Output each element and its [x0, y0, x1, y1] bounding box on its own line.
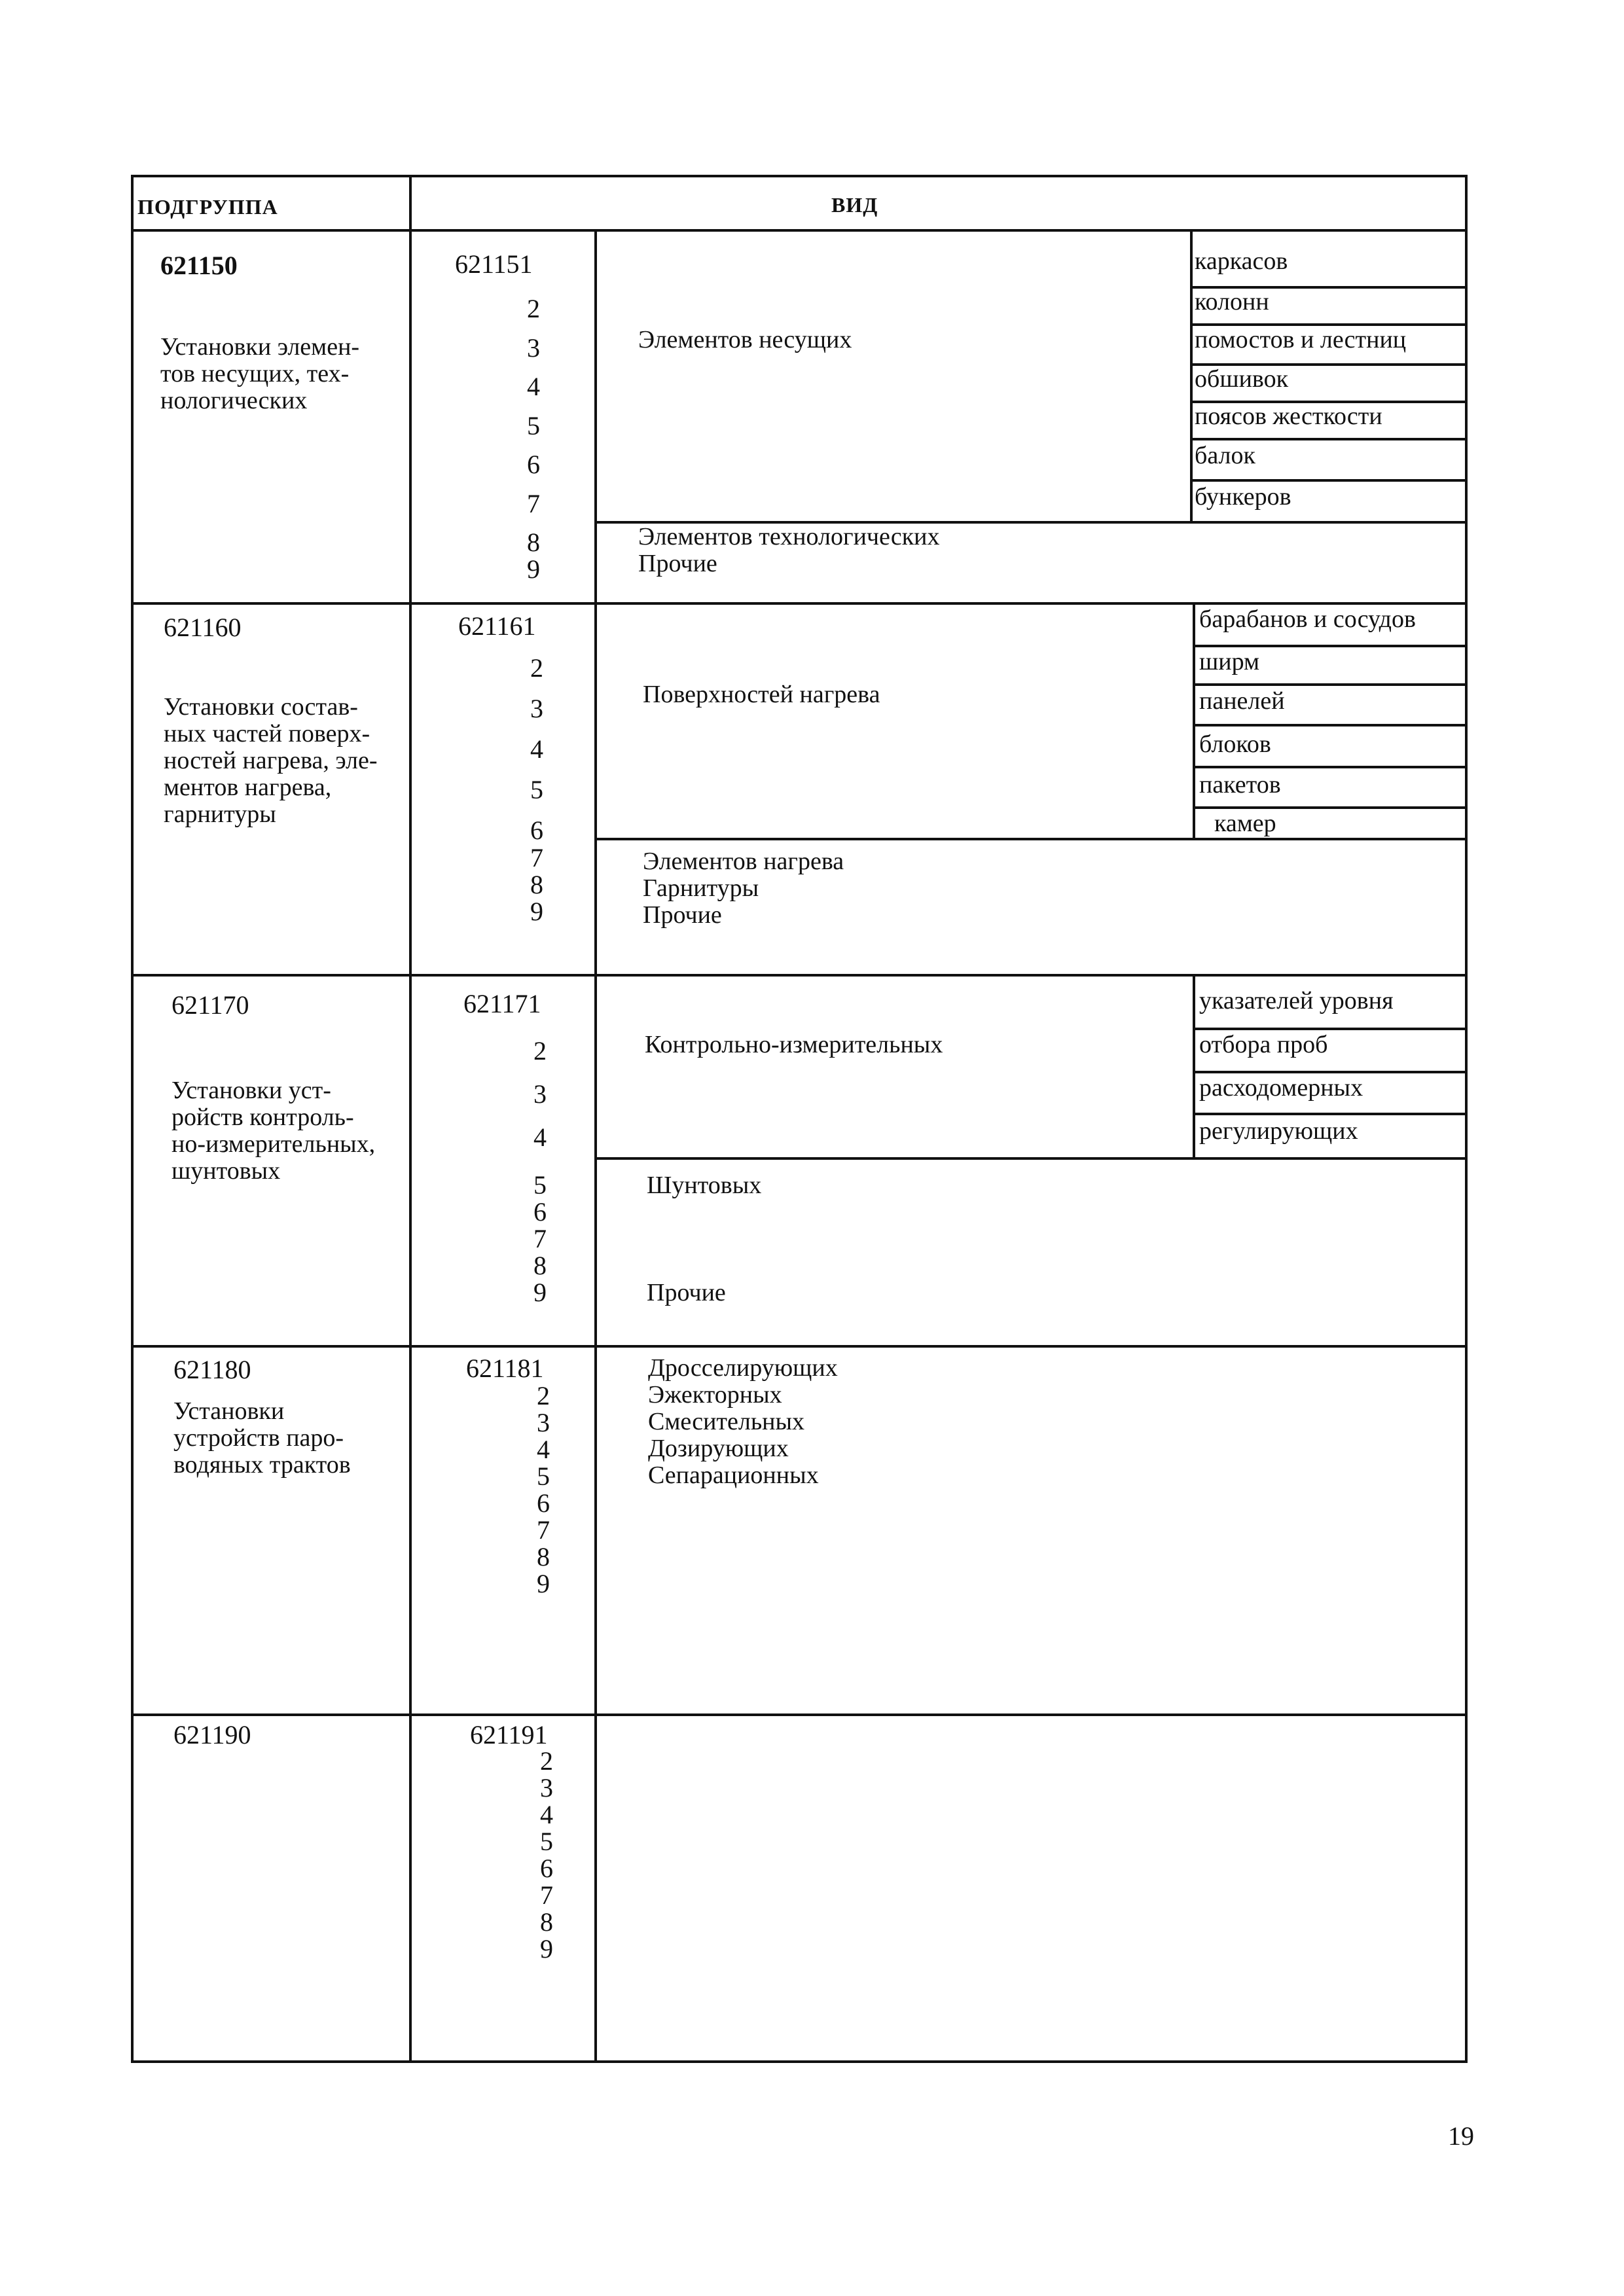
subgroup-description: Установки устройств паро- водяных трактов — [173, 1397, 351, 1479]
kind-code: 621151 — [455, 249, 533, 279]
sub-section-line — [594, 1157, 1468, 1160]
row-separator — [131, 1713, 1468, 1716]
col-divider-subgroup — [409, 175, 412, 2063]
sub-row-line — [1193, 645, 1468, 647]
subgroup-code: 621170 — [171, 990, 249, 1020]
kind-code-list: 2 3 4 5 6 7 8 9 — [537, 1381, 550, 1598]
kind-label: Элементов несущих — [638, 326, 852, 353]
row-separator — [131, 602, 1468, 605]
header-bottom-border — [131, 229, 1468, 232]
header-subgroup: ПОДГРУППА — [137, 195, 278, 219]
sub-row-line — [1190, 438, 1468, 440]
subgroup-description: Установки уст- ройств контроль- но-измерительных, шунтовых — [171, 1077, 376, 1185]
sub-kind-item: расходомерных — [1199, 1074, 1363, 1102]
kind-label-list: Элементов технологических Прочие — [638, 523, 940, 577]
subgroup-description: Установки элемен- тов несущих, тех- нологических — [160, 333, 360, 414]
sub-kind-item: отбора проб — [1199, 1031, 1328, 1058]
sub-row-line — [1193, 1113, 1468, 1115]
kind-code-list: 7 8 9 — [530, 843, 543, 926]
kind-code: 621161 — [458, 611, 536, 641]
header-kind: ВИД — [831, 193, 878, 217]
sub-col-divider — [1193, 602, 1195, 840]
table-top-border — [131, 175, 1468, 177]
sub-kind-item: обшивок — [1195, 365, 1289, 393]
sub-section-line — [594, 838, 1468, 840]
page-number: 19 — [1448, 2121, 1474, 2151]
sub-kind-item: бункеров — [1195, 483, 1291, 511]
subgroup-code: 621150 — [160, 251, 238, 280]
sub-kind-item: пакетов — [1199, 771, 1281, 798]
kind-label: Шунтовых — [647, 1172, 762, 1199]
kind-code-list: 8 9 — [527, 528, 540, 584]
kind-label: Поверхностей нагрева — [643, 681, 880, 708]
sub-kind-item: колонн — [1195, 288, 1269, 315]
sub-row-line — [1193, 683, 1468, 686]
sub-row-line — [1193, 724, 1468, 726]
kind-label: Контрольно-измерительных — [645, 1031, 943, 1058]
kind-code: 621181 — [466, 1354, 544, 1383]
subgroup-code: 621160 — [164, 613, 242, 642]
kind-label-list: Элементов нагрева Гарнитуры Прочие — [643, 848, 844, 929]
kind-code-list: 2 3 4 5 6 7 8 9 — [540, 1746, 553, 1964]
sub-kind-item: поясов жесткости — [1195, 403, 1382, 430]
sub-kind-item: ширм — [1199, 648, 1260, 675]
sub-kind-item: панелей — [1199, 687, 1285, 715]
sub-row-line — [1193, 806, 1468, 809]
sub-row-line — [1193, 1028, 1468, 1030]
kind-code: 621191 — [470, 1720, 548, 1749]
table-right-border — [1465, 175, 1468, 2063]
kind-label-list: Дросселирующих Эжекторных Смесительных Дозирующих Сепарационных — [648, 1354, 838, 1489]
sub-row-line — [1193, 1071, 1468, 1073]
row-separator — [131, 974, 1468, 977]
sub-kind-item: балок — [1195, 442, 1255, 469]
table-left-border — [131, 175, 134, 2063]
subgroup-description: Установки состав- ных частей поверх- ностей нагрева, эле- ментов нагрева, гарнитуры — [164, 693, 378, 828]
subgroup-code: 621190 — [173, 1720, 251, 1749]
sub-row-line — [1193, 766, 1468, 768]
kind-code-list: 2 3 4 5 6 7 — [527, 294, 540, 518]
table-bottom-border — [131, 2060, 1468, 2063]
sub-col-divider — [1193, 974, 1195, 1160]
sub-row-line — [1190, 479, 1468, 482]
kind-code-list: 2 3 4 5 6 — [530, 653, 543, 845]
kind-label: Прочие — [647, 1279, 726, 1306]
sub-kind-item: блоков — [1199, 730, 1271, 758]
subgroup-code: 621180 — [173, 1355, 251, 1384]
sub-kind-item: помостов и лестниц — [1195, 326, 1407, 353]
kind-code-list: 2 3 4 — [533, 1036, 547, 1152]
sub-kind-item: каркасов — [1195, 247, 1288, 275]
row-separator — [131, 1345, 1468, 1348]
sub-kind-item: указателей уровня — [1199, 987, 1394, 1014]
kind-code: 621171 — [463, 989, 541, 1018]
col-divider-codes — [594, 229, 597, 2063]
sub-kind-item: регулирующих — [1199, 1117, 1358, 1145]
sub-kind-item: барабанов и сосудов — [1199, 605, 1416, 633]
sub-kind-item: камер — [1214, 810, 1276, 837]
kind-code-list: 5 6 7 8 9 — [533, 1170, 547, 1307]
